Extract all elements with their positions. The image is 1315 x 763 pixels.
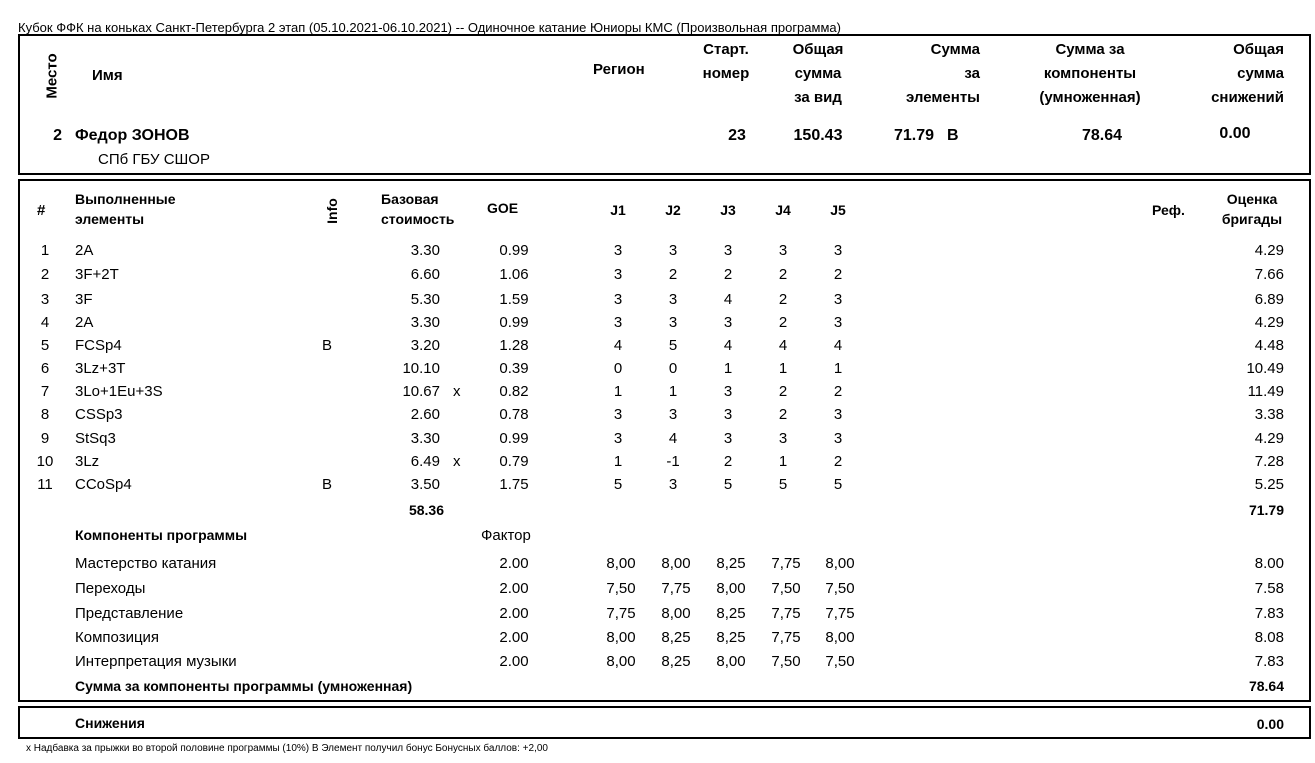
element-judge-score: 3 [723, 406, 733, 423]
element-goe: 0.99 [499, 430, 529, 447]
element-bonus-x: x [453, 383, 461, 400]
element-judge-score: 3 [613, 314, 623, 331]
element-score: 3.38 [1254, 406, 1284, 423]
component-judge-score: 7,75 [825, 605, 855, 622]
component-name: Мастерство катания [75, 555, 217, 572]
element-name: StSq3 [75, 430, 116, 447]
element-judge-score: 3 [668, 291, 678, 308]
element-score: 7.28 [1254, 453, 1284, 470]
element-judge-score: 4 [668, 430, 678, 447]
skater-place: 2 [53, 127, 62, 144]
element-judge-score: 4 [778, 337, 788, 354]
element-judge-score: 1 [833, 360, 843, 377]
element-info: B [322, 337, 333, 354]
element-goe: 1.75 [499, 476, 529, 493]
element-judge-score: 2 [833, 453, 843, 470]
component-score: 8.08 [1254, 629, 1284, 646]
element-base: 3.20 [410, 337, 440, 354]
component-judge-score: 8,00 [661, 555, 691, 572]
component-name: Композиция [75, 629, 160, 646]
col-judge-header: J2 [665, 202, 681, 218]
element-name: FCSp4 [75, 337, 122, 354]
element-score: 4.29 [1254, 314, 1284, 331]
element-judge-score: 5 [613, 476, 623, 493]
skater-deductions: 0.00 [1219, 125, 1251, 142]
element-goe: 1.28 [499, 337, 529, 354]
skater-elements: 71.79 [893, 127, 934, 144]
col-elements-line2: элементы [75, 211, 145, 227]
element-base: 10.67 [402, 383, 440, 400]
element-name: CSSp3 [75, 406, 123, 423]
header-total-line1: Общая [792, 41, 844, 58]
element-info: B [322, 476, 333, 493]
component-judge-score: 8,25 [661, 653, 691, 670]
element-judge-score: 4 [833, 337, 843, 354]
element-score: 4.29 [1254, 242, 1284, 259]
element-bonus-x: x [453, 453, 461, 470]
element-judge-score: 1 [668, 383, 678, 400]
component-judge-score: 7,75 [606, 605, 636, 622]
component-judge-score: 7,50 [825, 653, 855, 670]
element-base: 3.30 [410, 430, 440, 447]
components-total-label: Сумма за компоненты программы (умноженная) [75, 678, 413, 694]
component-judge-score: 8,00 [606, 629, 636, 646]
element-judge-score: 3 [668, 476, 678, 493]
component-factor: 2.00 [499, 653, 529, 670]
element-judge-score: 5 [778, 476, 788, 493]
element-goe: 0.79 [499, 453, 529, 470]
component-factor: 2.00 [499, 629, 529, 646]
element-num: 8 [40, 406, 50, 423]
element-judge-score: 3 [668, 406, 678, 423]
component-judge-score: 7,75 [771, 605, 801, 622]
component-judge-score: 7,50 [771, 653, 801, 670]
component-factor: 2.00 [499, 605, 529, 622]
col-elements-header [75, 189, 176, 229]
component-score: 7.83 [1254, 653, 1284, 670]
header-name: Имя [92, 67, 123, 84]
element-score: 5.25 [1254, 476, 1284, 493]
element-score: 4.48 [1254, 337, 1284, 354]
col-goe-header: GOE [487, 200, 519, 216]
header-place: Место [43, 53, 61, 99]
element-judge-score: 3 [668, 314, 678, 331]
element-score: 6.89 [1254, 291, 1284, 308]
element-judge-score: 3 [723, 242, 733, 259]
component-name: Интерпретация музыки [75, 653, 237, 670]
element-score: 4.29 [1254, 430, 1284, 447]
element-judge-score: 5 [833, 476, 843, 493]
element-judge-score: 4 [723, 337, 733, 354]
header-ded-line3: снижений [1211, 89, 1284, 106]
element-name: 3Lo+1Eu+3S [75, 383, 163, 400]
component-factor: 2.00 [499, 555, 529, 572]
component-score: 8.00 [1254, 555, 1284, 572]
element-name: 2A [75, 314, 94, 331]
header-start-no-line1: Старт. [703, 41, 749, 58]
element-base: 6.49 [410, 453, 440, 470]
element-judge-score: 3 [778, 430, 788, 447]
element-judge-score: 3 [723, 383, 733, 400]
element-base: 5.30 [410, 291, 440, 308]
element-judge-score: 3 [723, 430, 733, 447]
header-ded-line1: Общая [1233, 41, 1284, 58]
element-num: 1 [40, 242, 50, 259]
element-judge-score: 2 [723, 266, 733, 283]
element-judge-score: 3 [833, 406, 843, 423]
col-panel-header [1212, 189, 1292, 229]
element-goe: 0.99 [499, 242, 529, 259]
element-judge-score: 3 [613, 406, 623, 423]
element-base: 3.30 [410, 314, 440, 331]
header-ded-line2: сумма [1237, 65, 1284, 82]
header-total-score [780, 38, 856, 110]
col-base-line2: стоимость [381, 211, 455, 227]
element-judge-score: 5 [723, 476, 733, 493]
components-total: 78.64 [1248, 678, 1284, 694]
deductions-total: 0.00 [1256, 716, 1284, 732]
component-judge-score: 7,75 [661, 580, 691, 597]
element-num: 7 [40, 383, 50, 400]
element-name: 2A [75, 242, 94, 259]
element-judge-score: 1 [778, 453, 788, 470]
element-name: 3Lz [75, 453, 100, 470]
component-score: 7.58 [1254, 580, 1284, 597]
component-judge-score: 7,75 [771, 555, 801, 572]
element-base: 10.10 [402, 360, 440, 377]
element-judge-score: 2 [778, 383, 788, 400]
header-elem-line3: элементы [905, 89, 980, 106]
element-base: 3.50 [410, 476, 440, 493]
element-base: 6.60 [410, 266, 440, 283]
element-num: 2 [40, 266, 50, 283]
element-judge-score: 2 [778, 314, 788, 331]
component-score: 7.83 [1254, 605, 1284, 622]
element-judge-score: 4 [613, 337, 623, 354]
component-judge-score: 8,25 [661, 629, 691, 646]
component-judge-score: 8,25 [716, 629, 746, 646]
col-panel-line2: бригады [1221, 211, 1283, 227]
header-comp-line3: (умноженная) [1039, 89, 1141, 106]
components-header: Компоненты программы [75, 527, 248, 543]
element-goe: 0.39 [499, 360, 529, 377]
component-judge-score: 8,00 [825, 629, 855, 646]
element-judge-score: 3 [613, 291, 623, 308]
header-total-line3: за вид [794, 89, 842, 106]
col-num-header: # [37, 202, 46, 219]
component-judge-score: 7,75 [771, 629, 801, 646]
footnote: x Надбавка за прыжки во второй половине программы (10%) B Элемент получил бонус Бонусных баллов: +2,00 [26, 743, 548, 754]
elements-total-score: 71.79 [1248, 502, 1284, 518]
element-goe: 1.06 [499, 266, 529, 283]
element-judge-score: 2 [833, 266, 843, 283]
component-judge-score: 8,25 [716, 605, 746, 622]
element-judge-score: 3 [833, 430, 843, 447]
element-score: 7.66 [1254, 266, 1284, 283]
header-elem-line2: за [964, 65, 980, 82]
col-judge-header: J1 [610, 202, 626, 218]
header-deductions [1200, 38, 1284, 110]
element-num: 9 [40, 430, 50, 447]
element-num: 10 [36, 453, 54, 470]
element-judge-score: 2 [778, 406, 788, 423]
component-judge-score: 8,00 [825, 555, 855, 572]
component-name: Представление [75, 605, 184, 622]
component-judge-score: 7,50 [771, 580, 801, 597]
component-judge-score: 8,25 [716, 555, 746, 572]
col-judge-header: J3 [720, 202, 736, 218]
deductions-box [18, 706, 1311, 739]
component-judge-score: 8,00 [606, 653, 636, 670]
element-judge-score: 3 [833, 291, 843, 308]
element-goe: 0.78 [499, 406, 529, 423]
component-judge-score: 8,00 [716, 580, 746, 597]
skater-start-no: 23 [728, 127, 746, 144]
element-num: 4 [40, 314, 50, 331]
component-factor: 2.00 [499, 580, 529, 597]
element-goe: 0.82 [499, 383, 529, 400]
component-judge-score: 8,00 [716, 653, 746, 670]
element-num: 5 [40, 337, 50, 354]
skater-components: 78.64 [1081, 127, 1123, 144]
element-judge-score: 2 [778, 291, 788, 308]
element-goe: 0.99 [499, 314, 529, 331]
element-judge-score: 3 [723, 314, 733, 331]
col-judge-header: J4 [775, 202, 791, 218]
event-title: Кубок ФФК на коньках Санкт-Петербурга 2 этап (05.10.2021-06.10.2021) -- Одиночное катание Юниоры КМС (Произвольная программа) [18, 20, 841, 35]
element-judge-score: 3 [833, 314, 843, 331]
header-start-no-line2: номер [702, 65, 750, 82]
header-elem-line1: Сумма [930, 41, 980, 58]
col-info-header: Info [324, 198, 340, 224]
element-score: 11.49 [1247, 383, 1284, 400]
element-name: 3F+2T [75, 266, 119, 283]
elements-total-base: 58.36 [408, 502, 444, 518]
col-judge-header: J5 [830, 202, 846, 218]
header-region: Регион [593, 61, 645, 78]
component-judge-score: 8,00 [661, 605, 691, 622]
component-judge-score: 7,50 [825, 580, 855, 597]
skater-club: СПб ГБУ СШОР [98, 151, 210, 168]
element-score: 10.49 [1246, 360, 1284, 377]
element-num: 11 [37, 476, 53, 493]
element-judge-score: 2 [668, 266, 678, 283]
element-judge-score: 1 [613, 453, 623, 470]
element-goe: 1.59 [499, 291, 529, 308]
element-judge-score: 3 [613, 430, 623, 447]
element-name: 3Lz+3T [75, 360, 126, 377]
deductions-label: Снижения [75, 715, 145, 731]
header-components-score [1025, 38, 1155, 110]
component-judge-score: 8,00 [606, 555, 636, 572]
header-comp-line1: Сумма за [1055, 41, 1125, 58]
element-judge-score: 4 [723, 291, 733, 308]
element-judge-score: 2 [723, 453, 733, 470]
element-judge-score: 1 [723, 360, 733, 377]
col-base-header [381, 189, 454, 229]
element-judge-score: 3 [778, 242, 788, 259]
col-panel-line1: Оценка [1226, 191, 1278, 207]
component-judge-score: 7,50 [606, 580, 636, 597]
col-ref-header: Реф. [1152, 202, 1185, 218]
skater-elements-flag: B [947, 127, 959, 144]
element-name: 3F [75, 291, 93, 308]
element-judge-score: 1 [778, 360, 788, 377]
element-judge-score: 3 [833, 242, 843, 259]
header-elements-score [880, 38, 980, 110]
component-name: Переходы [75, 580, 146, 597]
skater-total: 150.43 [793, 127, 843, 144]
skater-name: Федор ЗОНОВ [75, 127, 190, 144]
element-judge-score: 0 [613, 360, 623, 377]
col-base-line1: Базовая [381, 191, 439, 207]
header-start-no [694, 38, 758, 86]
element-base: 3.30 [410, 242, 440, 259]
element-judge-score: -1 [666, 453, 680, 470]
element-judge-score: 5 [668, 337, 678, 354]
header-total-line2: сумма [794, 65, 842, 82]
col-elements-line1: Выполненные [75, 191, 176, 207]
header-comp-line2: компоненты [1043, 65, 1137, 82]
element-num: 6 [40, 360, 50, 377]
element-judge-score: 1 [613, 383, 623, 400]
element-judge-score: 2 [778, 266, 788, 283]
element-judge-score: 3 [613, 266, 623, 283]
element-judge-score: 0 [668, 360, 678, 377]
element-num: 3 [40, 291, 50, 308]
factor-header: Фактор [481, 527, 531, 544]
element-name: CCoSp4 [75, 476, 132, 493]
element-judge-score: 3 [613, 242, 623, 259]
element-base: 2.60 [410, 406, 440, 423]
element-judge-score: 2 [833, 383, 843, 400]
element-judge-score: 3 [668, 242, 678, 259]
